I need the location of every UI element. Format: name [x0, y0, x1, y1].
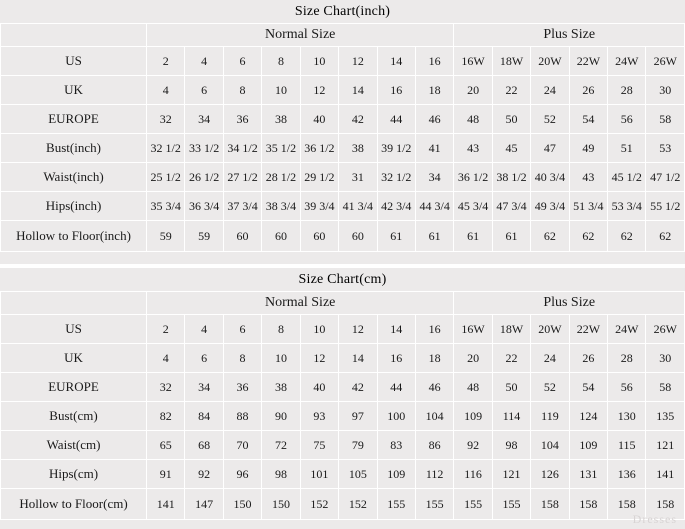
- cell: 61: [454, 221, 492, 252]
- cell: 18W: [492, 315, 530, 344]
- table-row: [1, 431, 685, 460]
- cell: 4: [147, 76, 185, 105]
- table-row: [1, 76, 685, 105]
- cell: 30: [646, 76, 685, 105]
- cell: 30: [646, 344, 685, 373]
- cell: 158: [531, 489, 569, 520]
- cell: 50: [492, 373, 530, 402]
- cell: 26: [569, 76, 607, 105]
- cell: 56: [608, 373, 646, 402]
- cell: 6: [223, 315, 261, 344]
- cell: 20W: [531, 47, 569, 76]
- row-label-bust: Bust(cm): [1, 402, 147, 431]
- cell: 10: [262, 344, 300, 373]
- cell: 24: [531, 76, 569, 105]
- table-row: [1, 134, 685, 163]
- cell: 34: [185, 105, 223, 134]
- cell: 58: [646, 105, 685, 134]
- cell: 54: [569, 105, 607, 134]
- cell: 136: [608, 460, 646, 489]
- cell: 42 3/4: [377, 192, 415, 221]
- row-label-hollow-to-floor: Hollow to Floor(inch): [1, 221, 147, 252]
- cell: 109: [569, 431, 607, 460]
- cell: 131: [569, 460, 607, 489]
- cell: 38: [262, 105, 300, 134]
- cell: 38 1/2: [492, 163, 530, 192]
- cell: 27 1/2: [223, 163, 261, 192]
- cell: 44: [377, 373, 415, 402]
- cell: 26W: [646, 315, 685, 344]
- cell: 8: [262, 315, 300, 344]
- cell: 40 3/4: [531, 163, 569, 192]
- cell: 119: [531, 402, 569, 431]
- size-chart-cm-table: [0, 291, 685, 520]
- cell: 18: [415, 76, 453, 105]
- cell: 109: [377, 460, 415, 489]
- cell: 82: [147, 402, 185, 431]
- cell: 109: [454, 402, 492, 431]
- row-label-uk: UK: [1, 344, 147, 373]
- cell: 53 3/4: [608, 192, 646, 221]
- cell: 46: [415, 373, 453, 402]
- cell: 26W: [646, 47, 685, 76]
- cell: 28: [608, 344, 646, 373]
- size-chart-inch-table: [0, 23, 685, 252]
- row-label-hollow-to-floor: Hollow to Floor(cm): [1, 489, 147, 520]
- table-row: [1, 105, 685, 134]
- corner-cell: [1, 292, 147, 315]
- cell: 152: [339, 489, 377, 520]
- cell: 14: [339, 344, 377, 373]
- cell: 47 3/4: [492, 192, 530, 221]
- cell: 53: [646, 134, 685, 163]
- cell: 39 3/4: [300, 192, 338, 221]
- cell: 158: [569, 489, 607, 520]
- cell: 16W: [454, 315, 492, 344]
- cell: 121: [646, 431, 685, 460]
- cell: 36: [223, 373, 261, 402]
- cell: 32: [147, 373, 185, 402]
- table-group-header-row: [1, 292, 685, 315]
- cell: 52: [531, 105, 569, 134]
- cell: 83: [377, 431, 415, 460]
- cell: 34: [415, 163, 453, 192]
- cell: 155: [454, 489, 492, 520]
- cell: 116: [454, 460, 492, 489]
- cell: 155: [377, 489, 415, 520]
- cell: 150: [262, 489, 300, 520]
- cell: 36 1/2: [300, 134, 338, 163]
- cell: 52: [531, 373, 569, 402]
- cell: 72: [262, 431, 300, 460]
- cell: 18: [415, 344, 453, 373]
- cell: 41: [415, 134, 453, 163]
- cell: 10: [300, 315, 338, 344]
- cell: 124: [569, 402, 607, 431]
- cell: 22W: [569, 47, 607, 76]
- row-label-waist: Waist(cm): [1, 431, 147, 460]
- cell: 152: [300, 489, 338, 520]
- cell: 25 1/2: [147, 163, 185, 192]
- cell: 40: [300, 373, 338, 402]
- cell: 126: [531, 460, 569, 489]
- size-chart-cm-title: Size Chart(cm): [298, 272, 387, 287]
- cell: 47: [531, 134, 569, 163]
- cell: 34 1/2: [223, 134, 261, 163]
- group-header-normal-size: Normal Size: [147, 292, 454, 315]
- cell: 6: [185, 344, 223, 373]
- cell: 28 1/2: [262, 163, 300, 192]
- cell: 121: [492, 460, 530, 489]
- table-row: [1, 344, 685, 373]
- cell: 12: [300, 344, 338, 373]
- cell: 31: [339, 163, 377, 192]
- cell: 2: [147, 47, 185, 76]
- cell: 29 1/2: [300, 163, 338, 192]
- cell: 8: [223, 76, 261, 105]
- cell: 6: [223, 47, 261, 76]
- cell: 26 1/2: [185, 163, 223, 192]
- size-chart-inch-block: [0, 0, 685, 264]
- cell: 45 1/2: [608, 163, 646, 192]
- cell: 104: [415, 402, 453, 431]
- cell: 14: [377, 47, 415, 76]
- cell: 84: [185, 402, 223, 431]
- cell: 4: [185, 47, 223, 76]
- cell: 155: [415, 489, 453, 520]
- cell: 61: [492, 221, 530, 252]
- cell: 104: [531, 431, 569, 460]
- cell: 38: [339, 134, 377, 163]
- cell: 115: [608, 431, 646, 460]
- row-label-waist: Waist(inch): [1, 163, 147, 192]
- cell: 12: [339, 315, 377, 344]
- cell: 62: [569, 221, 607, 252]
- table-group-header-row: [1, 24, 685, 47]
- cell: 36: [223, 105, 261, 134]
- cell: 16: [415, 47, 453, 76]
- cell: 32 1/2: [147, 134, 185, 163]
- cell: 44 3/4: [415, 192, 453, 221]
- cell: 60: [223, 221, 261, 252]
- cell: 88: [223, 402, 261, 431]
- cell: 98: [492, 431, 530, 460]
- cell: 14: [377, 315, 415, 344]
- cell: 2: [147, 315, 185, 344]
- cell: 86: [415, 431, 453, 460]
- cell: 59: [147, 221, 185, 252]
- cell: 16W: [454, 47, 492, 76]
- cell: 43: [454, 134, 492, 163]
- table-row: [1, 221, 685, 252]
- cell: 4: [147, 344, 185, 373]
- cell: 101: [300, 460, 338, 489]
- cell: 60: [300, 221, 338, 252]
- cell: 24: [531, 344, 569, 373]
- cell: 40: [300, 105, 338, 134]
- table-row: [1, 315, 685, 344]
- cell: 22W: [569, 315, 607, 344]
- table-row: [1, 373, 685, 402]
- cell: 48: [454, 373, 492, 402]
- cell: 49 3/4: [531, 192, 569, 221]
- row-label-europe: EUROPE: [1, 373, 147, 402]
- cell: 130: [608, 402, 646, 431]
- cell: 68: [185, 431, 223, 460]
- cell: 62: [608, 221, 646, 252]
- cell: 135: [646, 402, 685, 431]
- cell: 97: [339, 402, 377, 431]
- table-row: [1, 489, 685, 520]
- group-header-plus-size: Plus Size: [454, 292, 685, 315]
- cell: 35 3/4: [147, 192, 185, 221]
- cell: 22: [492, 344, 530, 373]
- cell: 65: [147, 431, 185, 460]
- cell: 38: [262, 373, 300, 402]
- row-label-us: US: [1, 47, 147, 76]
- size-chart-cm-block: [0, 268, 685, 529]
- cell: 36 1/2: [454, 163, 492, 192]
- cell: 12: [339, 47, 377, 76]
- cell: 92: [454, 431, 492, 460]
- cell: 24W: [608, 47, 646, 76]
- row-label-bust: Bust(inch): [1, 134, 147, 163]
- cell: 79: [339, 431, 377, 460]
- cell: 44: [377, 105, 415, 134]
- watermark-text: Dresses: [632, 512, 677, 526]
- cell: 24W: [608, 315, 646, 344]
- cell: 32: [147, 105, 185, 134]
- cell: 32 1/2: [377, 163, 415, 192]
- cell: 59: [185, 221, 223, 252]
- cell: 158: [608, 489, 646, 520]
- cell: 70: [223, 431, 261, 460]
- cell: 114: [492, 402, 530, 431]
- cell: 60: [262, 221, 300, 252]
- cell: 100: [377, 402, 415, 431]
- table-row: [1, 192, 685, 221]
- cell: 16: [415, 315, 453, 344]
- cell: 20: [454, 76, 492, 105]
- cell: 36 3/4: [185, 192, 223, 221]
- cell: 22: [492, 76, 530, 105]
- cell: 10: [262, 76, 300, 105]
- cell: 93: [300, 402, 338, 431]
- size-chart-inch-title: Size Chart(inch): [294, 4, 391, 19]
- cell: 47 1/2: [646, 163, 685, 192]
- cell: 33 1/2: [185, 134, 223, 163]
- table-row: [1, 163, 685, 192]
- cell: 8: [262, 47, 300, 76]
- cell: 26: [569, 344, 607, 373]
- cell: 46: [415, 105, 453, 134]
- cell: 4: [185, 315, 223, 344]
- cell: 12: [300, 76, 338, 105]
- cell: 96: [223, 460, 261, 489]
- cell: 18W: [492, 47, 530, 76]
- cell: 62: [646, 221, 685, 252]
- row-label-europe: EUROPE: [1, 105, 147, 134]
- cell: 158: [646, 489, 685, 520]
- row-label-us: US: [1, 315, 147, 344]
- cell: 35 1/2: [262, 134, 300, 163]
- table-row: [1, 460, 685, 489]
- row-label-hips: Hips(cm): [1, 460, 147, 489]
- cell: 16: [377, 344, 415, 373]
- cell: 98: [262, 460, 300, 489]
- cell: 42: [339, 373, 377, 402]
- cell: 75: [300, 431, 338, 460]
- cell: 155: [492, 489, 530, 520]
- cell: 54: [569, 373, 607, 402]
- cell: 10: [300, 47, 338, 76]
- cell: 16: [377, 76, 415, 105]
- cell: 141: [147, 489, 185, 520]
- corner-cell: [1, 24, 147, 47]
- cell: 45: [492, 134, 530, 163]
- cell: 150: [223, 489, 261, 520]
- cell: 62: [531, 221, 569, 252]
- cell: 51 3/4: [569, 192, 607, 221]
- cell: 8: [223, 344, 261, 373]
- cell: 147: [185, 489, 223, 520]
- cell: 43: [569, 163, 607, 192]
- cell: 34: [185, 373, 223, 402]
- cell: 42: [339, 105, 377, 134]
- cell: 38 3/4: [262, 192, 300, 221]
- cell: 60: [339, 221, 377, 252]
- cell: 51: [608, 134, 646, 163]
- cell: 112: [415, 460, 453, 489]
- cell: 91: [147, 460, 185, 489]
- cell: 56: [608, 105, 646, 134]
- group-header-plus-size: Plus Size: [454, 24, 685, 47]
- row-label-hips: Hips(inch): [1, 192, 147, 221]
- table-row: [1, 47, 685, 76]
- cell: 90: [262, 402, 300, 431]
- group-header-normal-size: Normal Size: [147, 24, 454, 47]
- cell: 28: [608, 76, 646, 105]
- cell: 58: [646, 373, 685, 402]
- cell: 92: [185, 460, 223, 489]
- cell: 61: [415, 221, 453, 252]
- row-label-uk: UK: [1, 76, 147, 105]
- cell: 141: [646, 460, 685, 489]
- cell: 20: [454, 344, 492, 373]
- cell: 50: [492, 105, 530, 134]
- cell: 20W: [531, 315, 569, 344]
- cell: 37 3/4: [223, 192, 261, 221]
- cell: 48: [454, 105, 492, 134]
- cell: 49: [569, 134, 607, 163]
- cell: 6: [185, 76, 223, 105]
- cell: 39 1/2: [377, 134, 415, 163]
- cell: 45 3/4: [454, 192, 492, 221]
- cell: 105: [339, 460, 377, 489]
- table-row: [1, 402, 685, 431]
- cell: 61: [377, 221, 415, 252]
- cell: 14: [339, 76, 377, 105]
- cell: 41 3/4: [339, 192, 377, 221]
- cell: 55 1/2: [646, 192, 685, 221]
